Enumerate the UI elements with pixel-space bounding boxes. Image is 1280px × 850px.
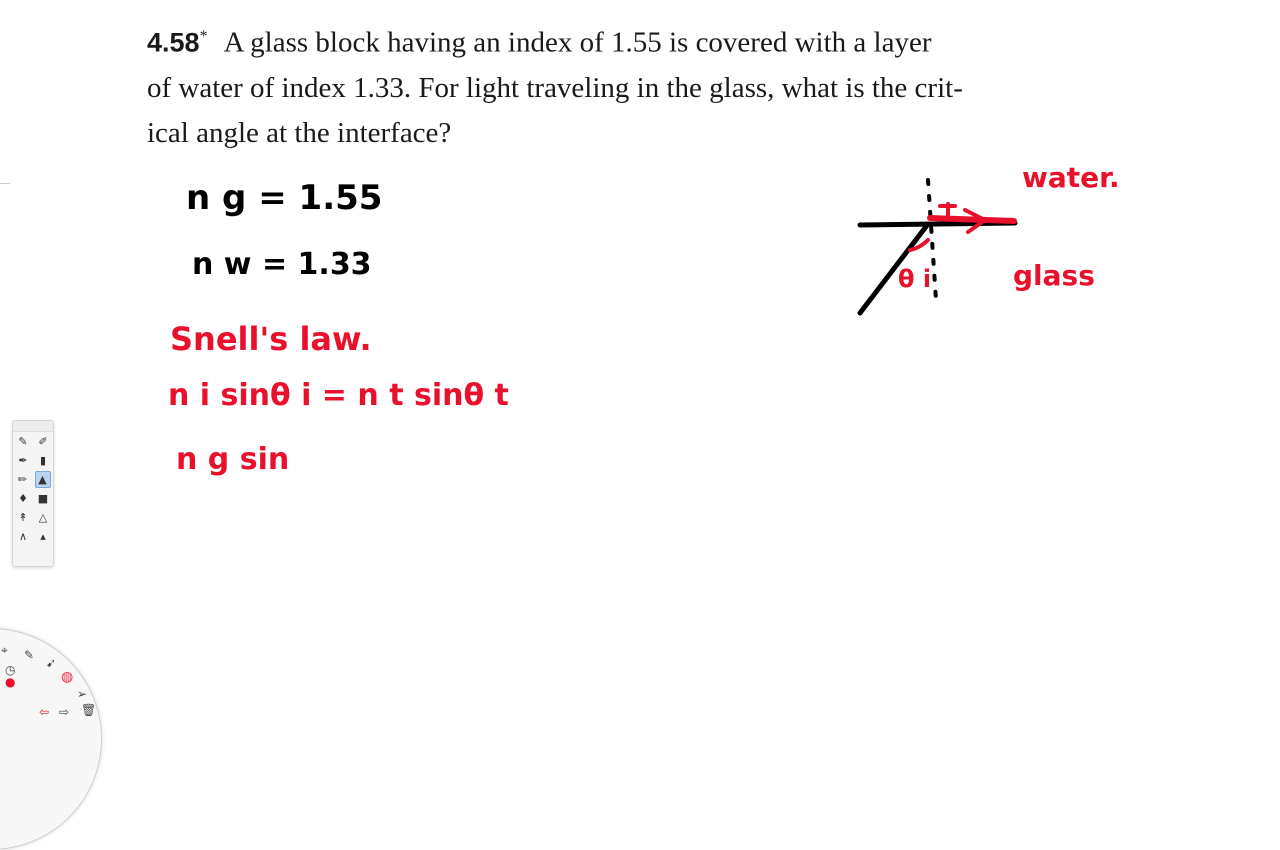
water-label: water. — [1022, 161, 1120, 194]
tool-palette — [12, 420, 54, 567]
refracted-ray — [930, 218, 1014, 221]
highlighter-icon[interactable]: ▲ — [35, 471, 51, 488]
problem-line-2: of water of index 1.33. For light traveling in the glass, what is the crit- — [147, 71, 963, 104]
eraser-icon[interactable]: ■ — [37, 492, 49, 505]
problem-line-3: ical angle at the interface? — [147, 116, 452, 149]
marker-icon[interactable]: ▮ — [39, 454, 47, 467]
time-icon[interactable]: ◷ — [5, 663, 16, 677]
color-wheel-icon[interactable]: ◍ — [61, 669, 74, 685]
pen-outline-icon[interactable]: ✐ — [38, 435, 48, 448]
shape-icon[interactable]: △ — [38, 511, 48, 524]
brush-icon[interactable]: ♦ — [18, 492, 28, 505]
note-snell-equation: n i sinθ i = n t sinθ t — [168, 378, 509, 413]
glass-label: glass — [1013, 259, 1095, 292]
line-icon[interactable]: ∧ — [18, 530, 28, 543]
undo-icon[interactable]: ⇦ — [39, 705, 50, 719]
interface-line — [860, 223, 1015, 225]
pin-icon[interactable]: ⌖ — [1, 643, 8, 657]
pencil-icon[interactable]: ✏ — [17, 473, 28, 486]
problem-number: 4.58 — [147, 27, 200, 58]
angle-right-mark — [940, 204, 955, 216]
pen-tool-icon[interactable]: ✎ — [24, 648, 35, 662]
note-snell-title: Snell's law. — [170, 320, 372, 358]
arrow-tool-icon[interactable]: ▴ — [40, 530, 46, 543]
problem-marker: * — [199, 28, 208, 45]
note-nw: n w = 1.33 — [192, 247, 372, 282]
note-ng: n g = 1.55 — [186, 178, 383, 218]
pointer-icon[interactable]: ➹ — [46, 656, 57, 670]
fountain-pen-icon[interactable]: ✒ — [18, 454, 28, 467]
cursor-icon[interactable]: ➢ — [77, 687, 88, 701]
calligraphy-pen-icon[interactable]: ↟ — [18, 511, 28, 524]
note-partial-equation: n g sin — [176, 442, 290, 477]
palette-grip[interactable] — [13, 421, 53, 432]
redo-icon[interactable]: ⇨ — [59, 705, 70, 719]
trash-icon[interactable]: 🗑 — [81, 703, 97, 717]
record-icon[interactable]: ● — [5, 675, 16, 689]
problem-text-1: A glass block having an index of 1.55 is covered with a layer — [223, 26, 932, 59]
angle-label: θ i — [898, 265, 932, 293]
pen-icon[interactable]: ✎ — [18, 435, 28, 448]
